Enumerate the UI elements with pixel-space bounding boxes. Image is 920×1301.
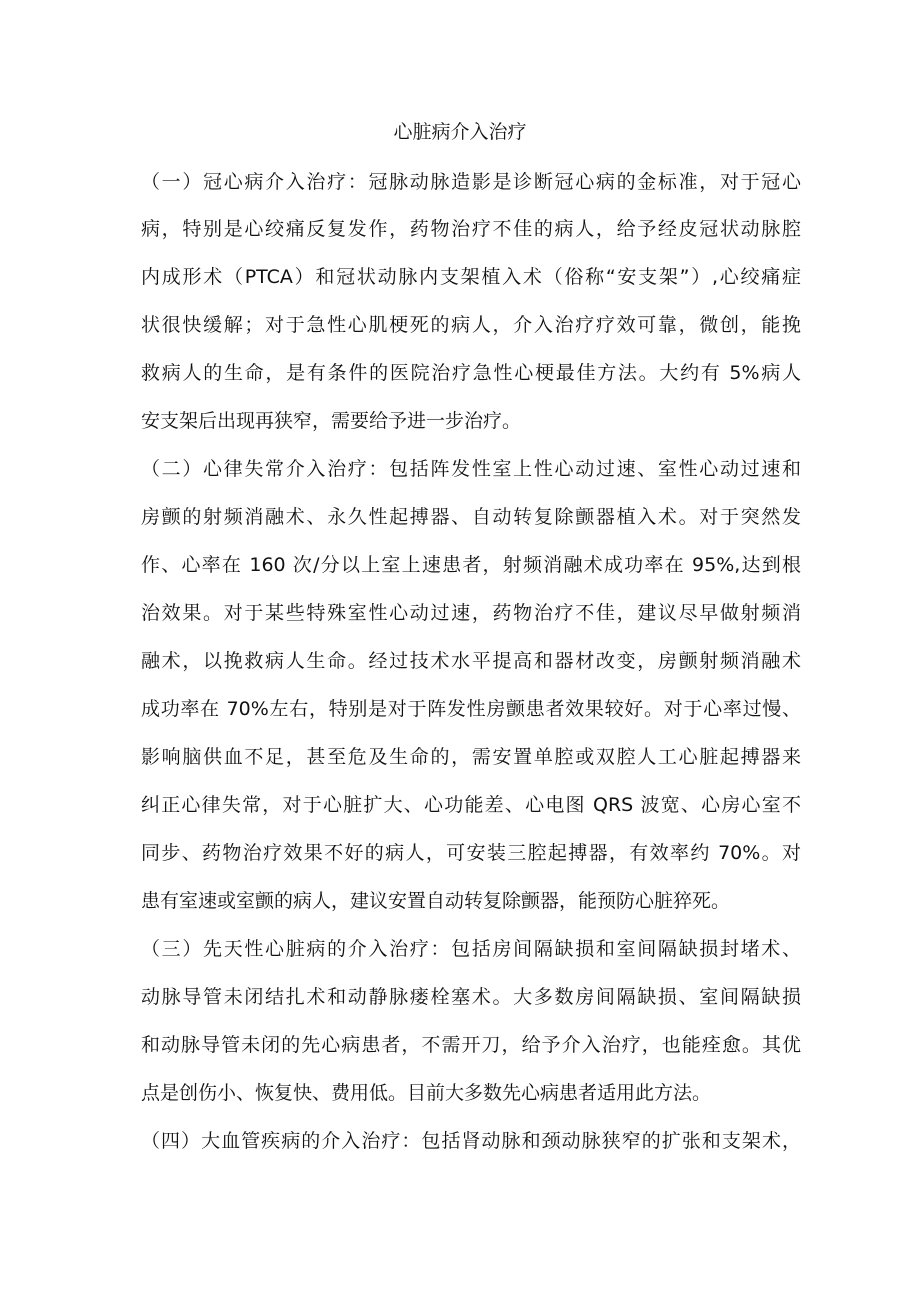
text-line: 内成形术（PTCA）和冠状动脉内支架植入术（俗称“安支架”）,心绞痛症 [141, 266, 801, 288]
text-line: 成功率在 70%左右，特别是对于阵发性房颤患者效果较好。对于心率过慢、 [141, 698, 801, 720]
text-line: 和动脉导管未闭的先心病患者，不需开刀，给予介入治疗，也能痊愈。其优 [141, 1034, 801, 1056]
text-line: 点是创伤小、恢复快、费用低。目前大多数先心病患者适用此方法。 [141, 1082, 712, 1104]
text-line: 动脉导管未闭结扎术和动静脉瘘栓塞术。大多数房间隔缺损、室间隔缺损 [141, 986, 801, 1008]
text-line: 病，特别是心绞痛反复发作，药物治疗不佳的病人，给予经皮冠状动脉腔 [141, 218, 801, 240]
text-line: 作、心率在 160 次/分以上室上速患者，射频消融术成功率在 95%,达到根 [141, 554, 801, 576]
document-title: 心脏病介入治疗 [393, 121, 527, 143]
text-line: 房颤的射频消融术、永久性起搏器、自动转复除颤器植入术。对于突然发 [141, 506, 801, 528]
text-line: 救病人的生命，是有条件的医院治疗急性心梗最佳方法。大约有 5%病人 [141, 362, 801, 384]
text-line: 治效果。对于某些特殊室性心动过速，药物治疗不佳，建议尽早做射频消 [141, 602, 801, 624]
text-line: 状很快缓解；对于急性心肌梗死的病人，介入治疗疗效可靠，微创，能挽 [141, 314, 801, 336]
text-line: 融术，以挽救病人生命。经过技术水平提高和器材改变，房颤射频消融术 [141, 650, 801, 672]
text-line: （二）心律失常介入治疗：包括阵发性室上性心动过速、室性心动过速和 [141, 458, 801, 480]
text-line: 患有室速或室颤的病人，建议安置自动转复除颤器，能预防心脏猝死。 [141, 890, 731, 912]
text-line: 纠正心律失常，对于心脏扩大、心功能差、心电图 QRS 波宽、心房心室不 [141, 794, 801, 816]
text-line: 同步、药物治疗效果不好的病人，可安装三腔起搏器，有效率约 70%。对 [141, 842, 801, 864]
text-line: 影响脑供血不足，甚至危及生命的，需安置单腔或双腔人工心脏起搏器来 [141, 746, 801, 768]
text-line: （四）大血管疾病的介入治疗：包括肾动脉和颈动脉狭窄的扩张和支架术， [141, 1130, 801, 1152]
text-line: 安支架后出现再狭窄，需要给予进一步治疗。 [141, 410, 522, 432]
text-line: （一）冠心病介入治疗：冠脉动脉造影是诊断冠心病的金标准，对于冠心 [141, 171, 801, 193]
text-line: （三）先天性心脏病的介入治疗：包括房间隔缺损和室间隔缺损封堵术、 [141, 938, 801, 960]
